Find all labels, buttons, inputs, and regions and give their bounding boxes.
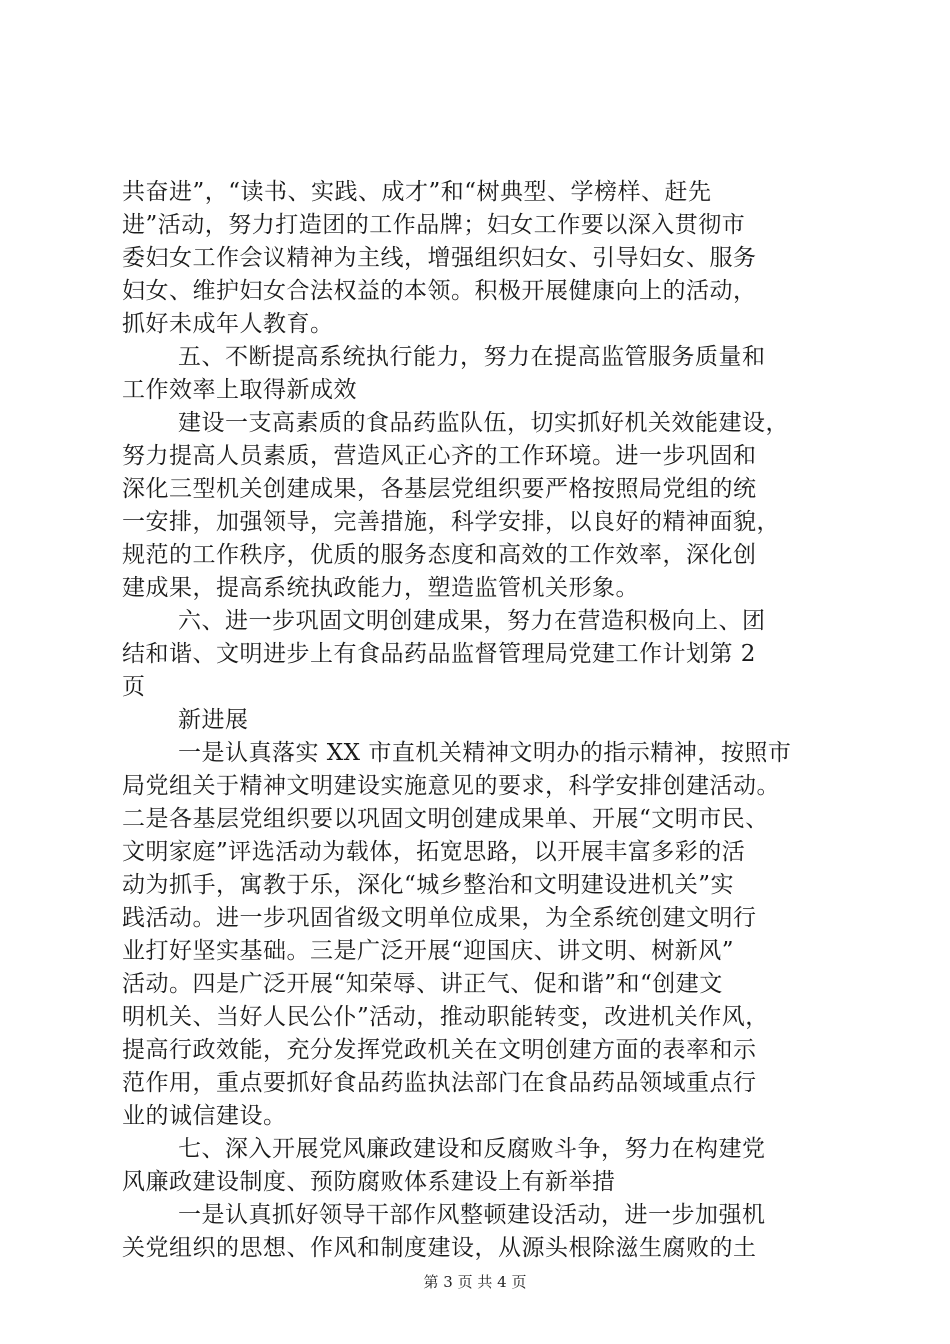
text-line: 建成果，提高系统执政能力，塑造监管机关形象。 [122,575,639,601]
text-line: 范作用，重点要抓好食品药监执法部门在食品药品领域重点行 [122,1070,757,1096]
text-line: 业打好坚实基础。三是广泛开展“迎国庆、讲文明、树新风” [122,938,735,964]
text-line: 提高行政效能，充分发挥党政机关在文明创建方面的表率和示 [122,1037,757,1063]
section-heading-line: 结和谐、文明进步上有食品药品监督管理局党建工作计划第 2 [122,641,756,667]
text-line: 一安排，加强领导，完善措施，科学安排，以良好的精神面貌， [122,509,780,535]
text-line: 活动。四是广泛开展“知荣辱、讲正气、促和谐”和“创建文 [122,971,723,997]
section-heading-line: 工作效率上取得新成效 [122,377,357,403]
text-line: 二是各基层党组织要以巩固文明创建成果单、开展“文明市民、 [122,806,769,832]
section-heading-line: 风廉政建设制度、预防腐败体系建设上有新举措 [122,1169,616,1195]
text-line: 妇女、维护妇女合法权益的本领。积极开展健康向上的活动， [122,278,757,304]
text-line: 规范的工作秩序，优质的服务态度和高效的工作效率，深化创 [122,542,757,568]
text-line: 一是认真落实 XX 市直机关精神文明办的指示精神，按照市 [178,740,792,766]
text-line: 抓好未成年人教育。 [122,311,334,337]
text-line: 明机关、当好人民公仆”活动，推动职能转变，改进机关作风， [122,1004,769,1030]
text-line: 局党组关于精神文明建设实施意见的要求，科学安排创建活动。 [122,773,780,799]
text-line: 一是认真抓好领导干部作风整顿建设活动，进一步加强机 [178,1202,766,1228]
text-line: 努力提高人员素质，营造风正心齐的工作环境。进一步巩固和 [122,443,757,469]
section-heading-line: 五、不断提高系统执行能力，努力在提高监管服务质量和 [178,344,766,370]
page-number-footer: 第 3 页 共 4 页 [423,1273,527,1291]
section-heading-line: 新进展 [178,707,249,733]
text-line: 建设一支高素质的食品药监队伍，切实抓好机关效能建设， [178,410,789,436]
section-heading-line: 七、深入开展党风廉政建设和反腐败斗争，努力在构建党 [178,1136,766,1162]
text-line: 深化三型机关创建成果，各基层党组织要严格按照局党组的统 [122,476,757,502]
text-line: 关党组织的思想、作风和制度建设，从源头根除滋生腐败的土 [122,1235,757,1261]
text-line: 共奋进”，“读书、实践、成才”和“树典型、学榜样、赶先 [122,179,712,205]
text-line: 文明家庭”评选活动为载体，拓宽思路，以开展丰富多彩的活 [122,839,746,865]
text-line: 践活动。进一步巩固省级文明单位成果，为全系统创建文明行 [122,905,757,931]
text-line: 进”活动，努力打造团的工作品牌；妇女工作要以深入贯彻市 [122,212,746,238]
text-line: 业的诚信建设。 [122,1103,287,1129]
section-heading-line: 页 [122,674,146,700]
text-line: 委妇女工作会议精神为主线，增强组织妇女、引导妇女、服务 [122,245,757,271]
section-heading-line: 六、进一步巩固文明创建成果，努力在营造积极向上、团 [178,608,766,634]
text-line: 动为抓手，寓教于乐，深化“城乡整治和文明建设进机关”实 [122,872,735,898]
